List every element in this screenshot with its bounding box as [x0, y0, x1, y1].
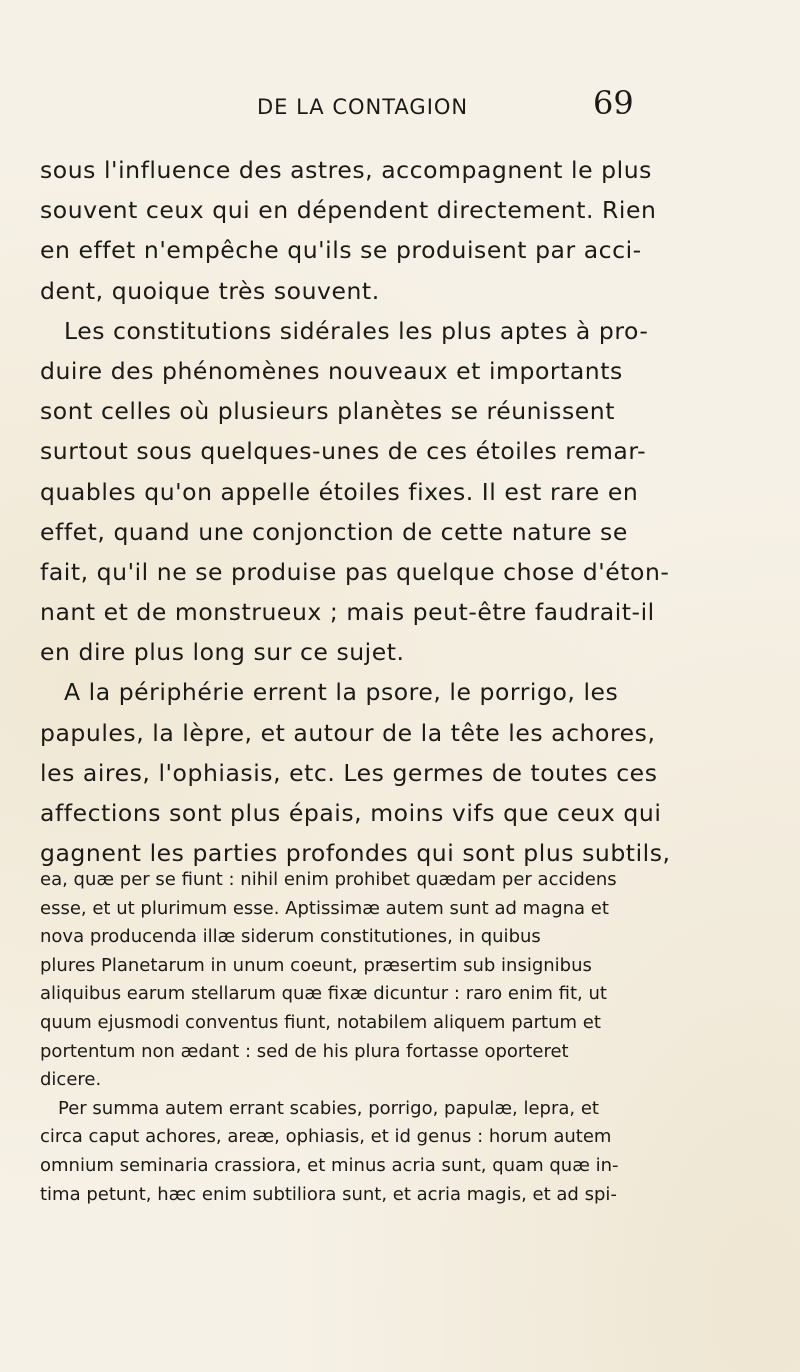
text-line: papules, la lèpre, et autour de la tête les achores,	[40, 718, 656, 747]
text-line: Les constitutions sidérales les plus aptes à pro-	[64, 316, 649, 345]
footnote-line: aliquibus earum stellarum quæ fixæ dicuntur : raro enim fit, ut	[40, 983, 607, 1005]
text-line: gagnent les parties profondes qui sont plus subtils,	[40, 839, 671, 868]
text-line: A la périphérie errent la psore, le porrigo, les	[64, 678, 619, 707]
footnote-block	[40, 866, 780, 1209]
page-number: 69	[593, 84, 634, 122]
footnote-line: esse, et ut plurimum esse. Aptissimæ autem sunt ad magna et	[40, 897, 609, 919]
text-line: quables qu'on appelle étoiles fixes. Il est rare en	[40, 477, 639, 506]
footnote-line: omnium seminaria crassiora, et minus acria sunt, quam quæ in-	[40, 1154, 619, 1176]
text-line: affections sont plus épais, moins vifs que ceux qui	[40, 799, 662, 827]
footnote-line: plures Planetarum in unum coeunt, præsertim sub insignibus	[40, 954, 592, 976]
text-line: les aires, l'ophiasis, etc. Les germes de toutes ces	[40, 758, 658, 787]
text-line: nant et de monstrueux ; mais peut-être faudrait-il	[40, 598, 655, 627]
footnote-line: quum ejusmodi conventus fiunt, notabilem aliquem partum et	[40, 1011, 601, 1033]
footnote-line: portentum non ædant : sed de his plura fortasse oporteret	[40, 1040, 569, 1062]
footnote-line: circa caput achores, areæ, ophiasis, et id genus : horum autem	[40, 1126, 612, 1148]
footnote-line: ea, quæ per se fiunt : nihil enim prohibet quædam per accidens	[40, 869, 617, 890]
text-line: dent, quoique très souvent.	[40, 276, 380, 305]
text-line: effet, quand une conjonction de cette nature se	[40, 517, 628, 546]
text-line: fait, qu'il ne se produise pas quelque chose d'éton-	[40, 557, 670, 586]
text-line: sous l'influence des astres, accompagnent le plus	[40, 156, 652, 184]
text-line: souvent ceux qui en dépendent directement. Rien	[40, 196, 657, 225]
footnote-line: dicere.	[40, 1069, 102, 1091]
footnote-line: Per summa autem errant scabies, porrigo, papulæ, lepra, et	[58, 1097, 599, 1119]
running-title: DE LA CONTAGION	[257, 95, 469, 119]
text-line: en dire plus long sur ce sujet.	[40, 638, 405, 667]
text-line: surtout sous quelques-unes de ces étoiles remar-	[40, 437, 647, 466]
text-line: duire des phénomènes nouveaux et importants	[40, 356, 623, 385]
text-line: en effet n'empêche qu'ils se produisent par acci-	[40, 236, 642, 265]
text-line: sont celles où plusieurs planètes se réunissent	[40, 397, 615, 426]
footnote-line: tima petunt, hæc enim subtiliora sunt, et acria magis, et ad spi-	[40, 1183, 617, 1205]
footnote-line: nova producenda illæ siderum constitutiones, in quibus	[40, 926, 541, 948]
main-text-block	[40, 150, 780, 873]
